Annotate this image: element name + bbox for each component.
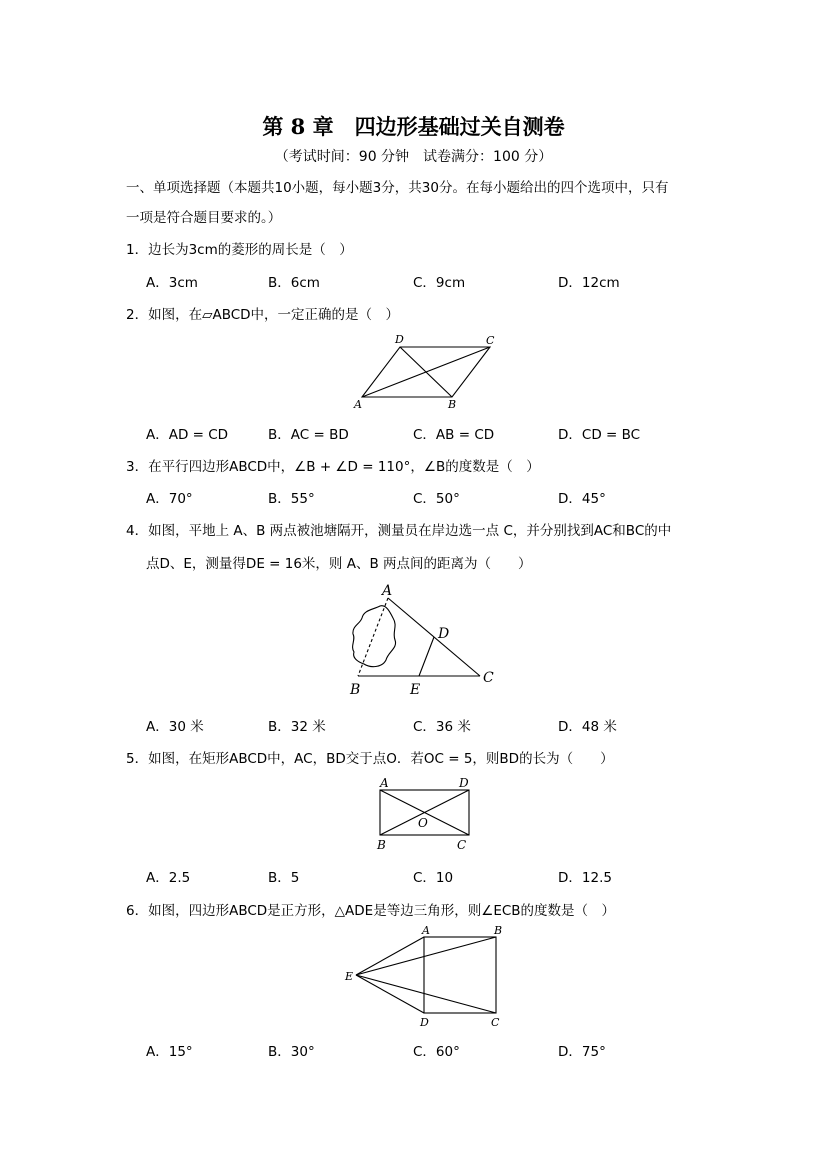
section-intro-line1: 一、单项选择题（本题共10小题，每小题3分，共30分。在每小题给出的四个选项中，只有 [126,180,669,196]
segment-ec [356,975,496,1013]
q4-option-a[interactable]: A．30 米 [146,719,204,735]
label-d: D [395,333,404,346]
question-4-stem-line2: 点D、E，测量得DE = 16米，则 A、B 两点间的距离为（ ） [146,556,532,572]
q2-option-a[interactable]: A．AD = CD [146,427,229,443]
exam-info: （考试时间：90 分钟 试卷满分：100 分） [274,149,553,165]
label-e: E [345,970,354,983]
label-o: O [418,816,428,830]
label-a: A [422,924,430,937]
q2-option-c[interactable]: C．AB = CD [413,427,495,443]
question-6-stem: 6．如图，四边形ABCD是正方形，△ADE是等边三角形，则∠ECB的度数是（ ） [126,903,616,919]
label-a: A [380,776,389,790]
label-d: D [459,776,469,790]
q3-option-a[interactable]: A．70° [146,491,193,507]
square-abcd [424,937,496,1013]
label-d: D [420,1016,429,1029]
label-a: A [382,583,393,599]
q3-option-d[interactable]: D．45° [558,491,606,507]
q3-option-c[interactable]: C．50° [413,491,460,507]
question-5-stem: 5．如图，在矩形ABCD中，AC，BD交于点O．若OC = 5，则BD的长为（ ） [126,751,614,767]
label-d: D [438,626,450,642]
segment-ea [356,937,424,975]
q6-square-triangle-figure [340,922,510,1034]
q5-rectangle-figure [370,774,480,854]
q1-option-b[interactable]: B．6cm [268,275,320,291]
q5-option-a[interactable]: A．2.5 [146,870,191,886]
diagonal-bd [400,347,452,397]
label-c: C [457,838,467,852]
q4-option-b[interactable]: B．32 米 [268,719,326,735]
label-c: C [486,334,495,347]
q6-option-c[interactable]: C．60° [413,1044,460,1060]
segment-de [419,637,434,676]
question-1-stem: 1．边长为3cm的菱形的周长是（ ） [126,242,353,258]
q4-option-d[interactable]: D．48 米 [558,719,617,735]
question-2-stem: 2．如图，在▱ABCD中，一定正确的是（ ） [126,307,400,323]
section-intro-line2: 一项是符合题目要求的。） [126,210,282,226]
q6-option-a[interactable]: A．15° [146,1044,193,1060]
label-b: B [377,838,386,852]
label-e: E [410,682,421,698]
page-title: 第 8 章 四边形基础过关自测卷 [262,114,565,139]
label-b: B [494,924,503,937]
label-c: C [491,1016,500,1029]
label-c: C [483,670,494,686]
q1-option-d[interactable]: D．12cm [558,275,620,291]
q2-parallelogram-figure [340,328,510,412]
q4-option-c[interactable]: C．36 米 [413,719,471,735]
segment-eb [356,937,496,975]
q5-option-c[interactable]: C．10 [413,870,454,886]
pond-outline [353,606,396,667]
label-b: B [350,682,361,698]
q6-option-b[interactable]: B．30° [268,1044,315,1060]
q5-option-d[interactable]: D．12.5 [558,870,612,886]
q2-option-b[interactable]: B．AC = BD [268,427,349,443]
q4-pond-figure [340,578,510,700]
q6-option-d[interactable]: D．75° [558,1044,606,1060]
q1-option-c[interactable]: C．9cm [413,275,466,291]
question-3-stem: 3．在平行四边形ABCD中，∠B + ∠D = 110°，∠B的度数是（ ） [126,459,540,475]
label-a: A [354,398,362,411]
dashed-ab [358,598,388,676]
segment-ed [356,975,424,1013]
q5-option-b[interactable]: B．5 [268,870,300,886]
question-4-stem-line1: 4．如图，平地上 A、B 两点被池塘隔开，测量员在岸边选一点 C，并分别找到AC和BC的中 [126,523,672,539]
q2-option-d[interactable]: D．CD = BC [558,427,641,443]
q3-option-b[interactable]: B．55° [268,491,315,507]
q1-option-a[interactable]: A．3cm [146,275,198,291]
label-b: B [448,398,457,411]
